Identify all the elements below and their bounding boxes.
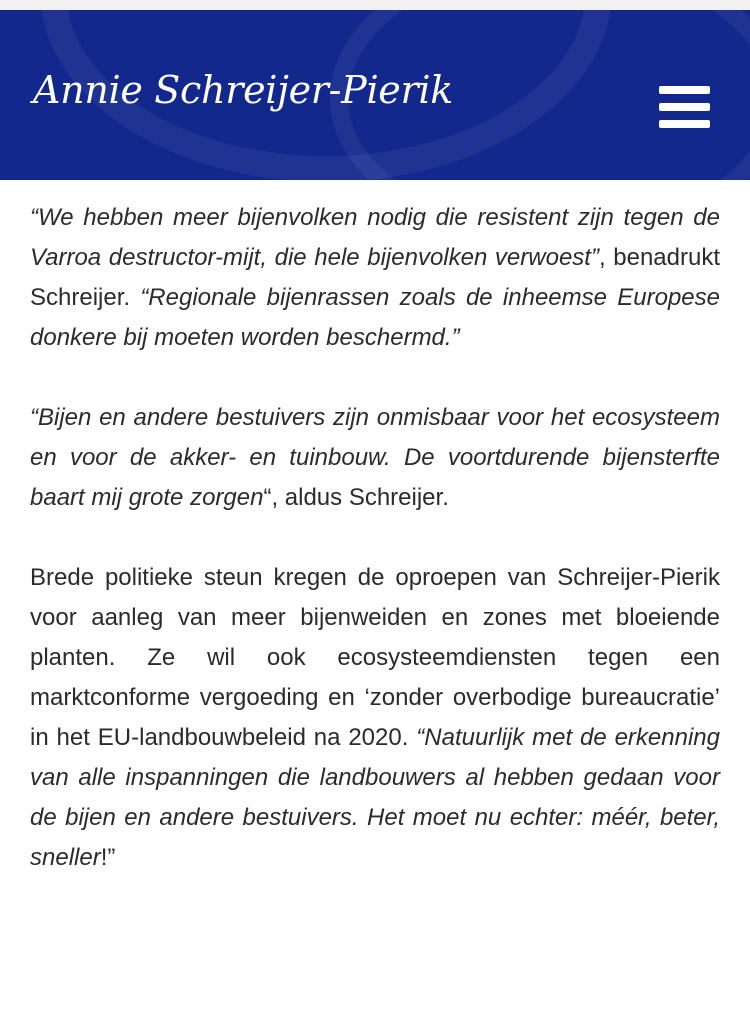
menu-bar bbox=[659, 120, 710, 128]
article-body bbox=[30, 198, 720, 918]
menu-bar bbox=[659, 103, 710, 111]
hamburger-menu-icon[interactable] bbox=[656, 86, 714, 130]
paragraph-text: !” bbox=[100, 844, 116, 871]
article-paragraph bbox=[30, 198, 720, 358]
article-paragraph bbox=[30, 398, 720, 518]
quote: “Regionale bijenrassen zoals de inheemse Europese donkere bij moeten worden beschermd.” bbox=[30, 284, 720, 351]
site-title[interactable]: Annie Schreijer-Pierik bbox=[33, 68, 453, 112]
paragraph-text: , benadrukt Schreijer. bbox=[30, 244, 720, 311]
quote: “We hebben meer bijenvolken nodig die resistent zijn tegen de Varroa destructor-mijt, die hele bijenvolken verwoest” bbox=[30, 204, 720, 271]
paragraph-text: Brede politieke steun kregen de oproepen van Schreijer-Pierik voor aanleg van meer bijenweiden en zones met bloeiende planten. Ze wil ook ecosysteemdiensten tegen een marktconforme vergoeding en ‘zonder overbodige bureaucratie’ in het EU-landbouwbeleid na 2020. bbox=[30, 564, 720, 751]
quote: “Natuurlijk met de erkenning van alle inspanningen die landbouwers al hebben gedaan voor de bijen en andere bestuivers. Het moet nu echter: méér, beter, sneller bbox=[30, 724, 720, 871]
article-paragraph bbox=[30, 558, 720, 878]
quote: “Bijen en andere bestuivers zijn onmisbaar voor het ecosysteem en voor de akker- en tuinbouw. De voortdurende bijensterfte baart mij grote zorgen bbox=[30, 404, 720, 511]
top-strip bbox=[0, 0, 750, 10]
site-header bbox=[0, 10, 750, 180]
menu-bar bbox=[659, 86, 710, 94]
paragraph-text: “, aldus Schreijer. bbox=[263, 484, 449, 511]
